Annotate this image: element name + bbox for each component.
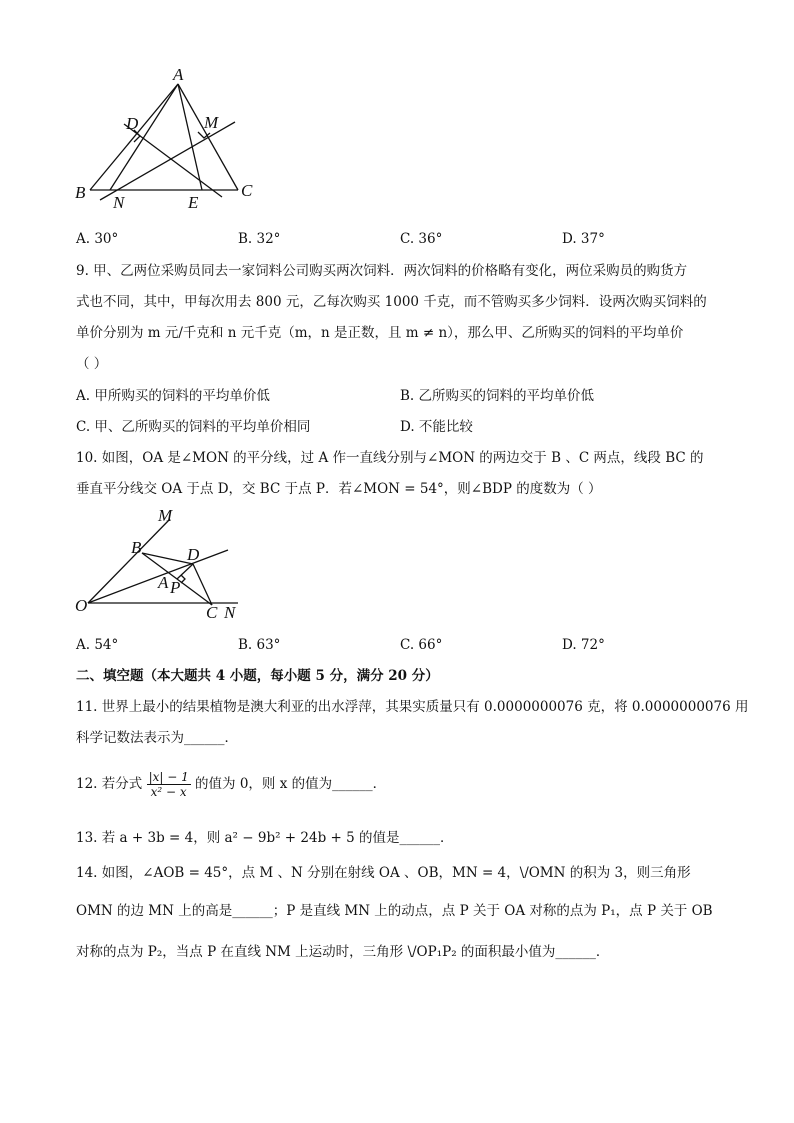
label-N: N [224, 603, 236, 622]
q14-line-2: OMN 的边 MN 上的高是______；P 是直线 MN 上的动点，点 P 关于 OA 对称的点为 P₁，点 P 关于 OB [76, 903, 713, 919]
q14-line-3: 对称的点为 P₂，当点 P 在直线 NM 上运动时，三角形 \/OP₁P₂ 的面积最小值为______． [76, 944, 610, 960]
q13-line: 13. 若 a + 3b = 4，则 a² − 9b² + 24b + 5 的值是______． [76, 830, 454, 846]
q9-option-d: D. 不能比较 [400, 419, 473, 435]
figure-q8 [70, 62, 270, 212]
q12-numerator: |x| − 1 [148, 770, 189, 784]
q9-line-4: （ ） [76, 356, 108, 372]
segment-AE [178, 84, 202, 190]
q12-fraction [147, 770, 191, 799]
q9-line-3: 单价分别为 m 元/千克和 n 元千克（m，n 是正数，且 m ≠ n），那么甲、乙所购买的饲料的平均单价 [76, 325, 684, 341]
line-NM [100, 122, 235, 200]
label-M: M [204, 113, 219, 132]
q9-option-a: A. 甲所购买的饲料的平均单价低 [76, 388, 270, 404]
q12-denominator: x² − x [150, 785, 187, 799]
q11-line-1: 11. 世界上最小的结果植物是澳大利亚的出水浮萍，其果实质量只有 0.0000000076 克，将 0.0000000076 用 [76, 699, 749, 715]
label-D: D [126, 114, 139, 133]
label-A: A [158, 573, 169, 592]
q10-option-b: B. 63° [238, 637, 281, 653]
q8-option-c: C. 36° [400, 231, 443, 247]
label-M: M [158, 506, 173, 525]
section-2-title: 二、填空题（本大题共 4 小题，每小题 5 分，满分 20 分） [76, 668, 439, 684]
right-angle-P [181, 575, 185, 583]
q14-line-1: 14. 如图，∠AOB = 45°，点 M 、N 分别在射线 OA 、OB，MN = 4，\/OMN 的积为 3，则三角形 [76, 865, 691, 881]
label-C: C [206, 603, 218, 622]
q8-option-a: A. 30° [76, 231, 119, 247]
q9-line-1: 9. 甲、乙两位采购员同去一家饲料公司购买两次饲料．两次饲料的价格略有变化，两位采购员的购货方 [76, 263, 688, 279]
q8-option-b: B. 32° [238, 231, 281, 247]
q9-option-b: B. 乙所购买的饲料的平均单价低 [400, 388, 595, 404]
q10-option-c: C. 66° [400, 637, 443, 653]
label-N: N [113, 193, 125, 212]
label-A: A [173, 65, 184, 84]
q12-line [76, 766, 386, 802]
q10-line-1: 10. 如图，OA 是∠MON 的平分线，过 A 作一直线分别与∠MON 的两边交于 B 、C 两点，线段 BC 的 [76, 450, 704, 466]
q12-prefix: 12. 若分式 [76, 776, 143, 792]
label-D: D [187, 545, 200, 564]
label-P: P [170, 578, 181, 597]
q10-option-d: D. 72° [562, 637, 605, 653]
label-C: C [241, 181, 253, 200]
figure-q10 [70, 505, 250, 625]
q10-line-2: 垂直平分线交 OA 于点 D，交 BC 于点 P．若∠MON = 54°，则∠BDP 的度数为（ ） [76, 481, 602, 497]
q10-option-a: A. 54° [76, 637, 119, 653]
segment-AB [90, 84, 178, 190]
label-E: E [188, 193, 199, 212]
label-B: B [131, 538, 142, 557]
q8-option-d: D. 37° [562, 231, 605, 247]
q11-line-2: 科学记数法表示为______． [76, 730, 238, 746]
q9-line-2: 式也不同，其中，甲每次用去 800 元，乙每次购买 1000 千克，而不管购买多少饲料．设两次购买饲料的 [76, 294, 707, 310]
q12-suffix: 的值为 0，则 x 的值为______． [195, 776, 387, 792]
label-O: O [75, 596, 88, 615]
label-B: B [75, 183, 86, 202]
q9-option-c: C. 甲、乙所购买的饲料的平均单价相同 [76, 419, 311, 435]
segment-DC [193, 564, 212, 605]
